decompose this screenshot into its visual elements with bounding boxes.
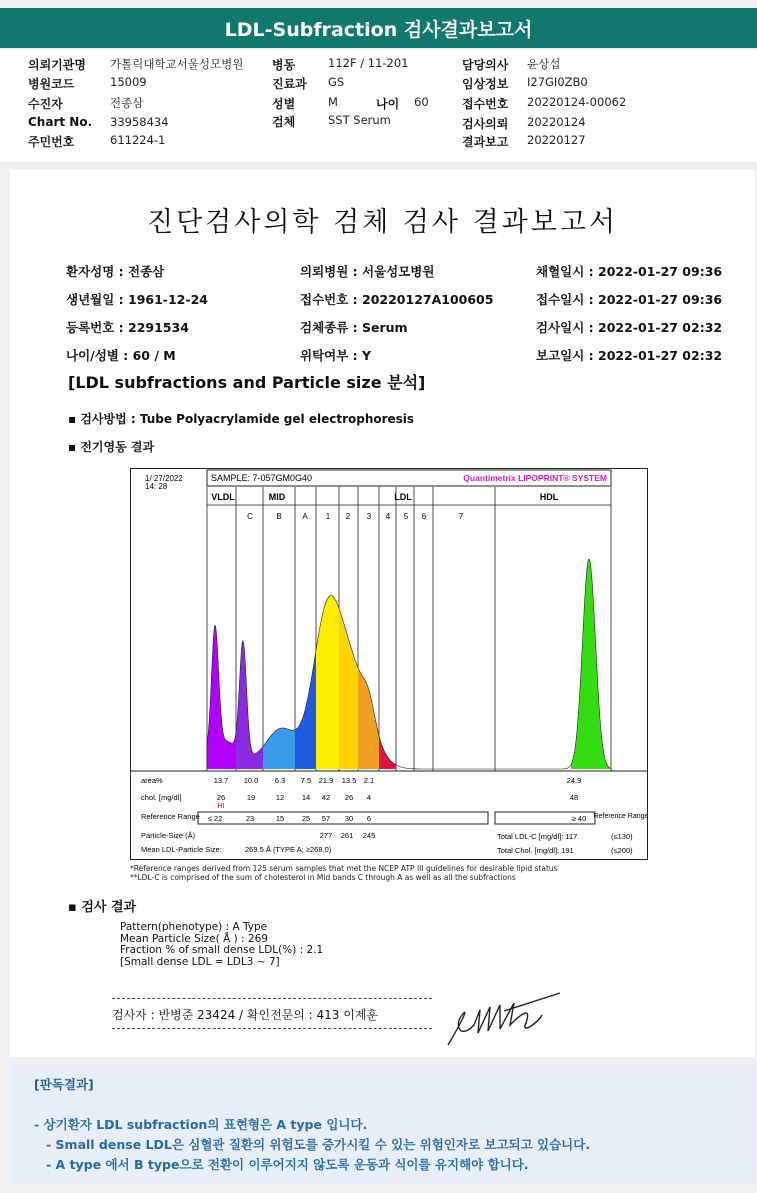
interpretation-line: - 상기환자 LDL subfraction의 표현형은 A type 입니다.: [34, 1117, 368, 1132]
lipoprint-svg: [131, 469, 647, 859]
info-label: 나이: [376, 97, 400, 111]
info-value: 112F / 11-201: [328, 56, 409, 70]
fraction-area: [358, 668, 379, 769]
electro-text: 전기영동 결과: [80, 440, 155, 454]
interpretation-line: - Small dense LDL은 심혈관 질환의 위험도를 증가시킬 수 있는 위험인자로 보고되고 있습니다.: [46, 1137, 591, 1152]
row-label-area: area%: [141, 776, 163, 785]
ref-value: 15: [275, 814, 285, 823]
signature-line: 검사자 : 반병준 23424 / 확인전문의 : 413 이제훈: [112, 1008, 379, 1022]
info-label: 성별: [272, 97, 296, 111]
interpretation-title: [판독결과]: [34, 1077, 94, 1092]
patient-field: 접수일시 : 2022-01-27 09:36: [536, 292, 723, 307]
info-label: 수진자: [28, 97, 63, 111]
info-label: 담당의사: [462, 58, 509, 72]
fraction-area: [379, 736, 396, 769]
band-label: 6: [421, 512, 427, 521]
ref-value: 6: [366, 814, 372, 823]
request-info-panel: [0, 50, 757, 162]
band-label: 5: [403, 512, 409, 521]
document-title: 진단검사의학 검체 검사 결과보고서: [147, 207, 618, 238]
info-value: 윤상섭: [527, 57, 561, 71]
info-label: Chart No.: [28, 115, 93, 129]
group-ldl: LDL: [394, 492, 412, 502]
total-chol-ref: (≤200): [611, 846, 633, 855]
group-hdl: HDL: [539, 492, 559, 502]
area-value: 13.7: [213, 776, 229, 785]
result-block: [120, 922, 323, 968]
info-label: 검체: [272, 115, 296, 129]
ref-value: 23: [245, 814, 255, 823]
area-value: 10.0: [243, 776, 259, 785]
patient-field: 등록번호 : 2291534: [66, 320, 189, 335]
fraction-area: [236, 641, 263, 769]
info-label: 임상정보: [462, 77, 509, 91]
chol-value: 4: [366, 793, 372, 802]
patient-field: 보고일시 : 2022-01-27 02:32: [536, 348, 723, 363]
fraction-area: [207, 625, 236, 769]
table-values: [208, 776, 587, 840]
report-header-title: LDL-Subfraction 검사결과보고서: [0, 8, 757, 48]
method-line: ▪ 검사방법 : Tube Polyacrylamide gel electrophoresis: [68, 412, 415, 426]
fraction-area: [571, 559, 611, 769]
row-label-size: Particle-Size (Å): [141, 831, 196, 840]
chol-value: 42: [321, 793, 331, 802]
interpretation-panel: [10, 1065, 755, 1183]
ref-value: ≤ 22: [207, 814, 223, 823]
result-title: 검사 결과: [81, 900, 137, 915]
ref-value: 30: [344, 814, 354, 823]
info-value: GS: [328, 75, 345, 89]
info-value: SST Serum: [328, 113, 391, 127]
info-value: 611224-1: [110, 133, 166, 147]
info-value: 20220124: [527, 115, 586, 129]
signature-rule: [112, 1028, 432, 1029]
system-label: Quantimetrix LIPOPRINT® SYSTEM: [463, 473, 607, 483]
patient-field: 채혈일시 : 2022-01-27 09:36: [536, 264, 723, 279]
band-label: 4: [385, 512, 391, 521]
fraction-area: [316, 596, 339, 770]
info-label: 검사의뢰: [462, 117, 509, 131]
info-label: 접수번호: [462, 97, 509, 111]
band-label: 2: [345, 512, 351, 521]
group-mid: MID: [268, 492, 286, 502]
info-label: 주민번호: [28, 135, 75, 149]
result-line: ▪ 검사 결과: [68, 900, 137, 915]
area-value: 24.9: [566, 776, 582, 785]
ref-value: 25: [301, 814, 311, 823]
result-line: Fraction % of small dense LDL(%) : 2.1: [120, 944, 324, 956]
result-line: [Small dense LDL = LDL3 ~ 7]: [120, 955, 280, 968]
total-ldlc: Total LDL-C [mg/dl]: 117: [497, 832, 578, 841]
info-label: 결과보고: [462, 135, 509, 149]
area-value: 7.5: [300, 776, 312, 785]
band-label: A: [302, 512, 308, 521]
patient-field: 접수번호 : 20220127A100605: [300, 292, 494, 307]
chol-value: 48: [569, 793, 579, 802]
mean-size-value: 269.5 Å (TYPE A; ≥268.0): [245, 845, 332, 854]
sample-label: SAMPLE: 7-057GM0G40: [211, 473, 313, 483]
lipoprint-chart: [130, 468, 648, 860]
chart-time: 14: 28: [145, 482, 168, 491]
group-vldl: VLDL: [211, 492, 235, 502]
band-label: 7: [458, 512, 464, 521]
chol-flag: HI: [217, 803, 225, 810]
info-label: 진료과: [272, 77, 307, 91]
area-value: 21.9: [318, 776, 334, 785]
area-value: 6.3: [274, 776, 286, 785]
info-label: 병원코드: [28, 77, 75, 91]
patient-field: 의뢰병원 : 서울성모병원: [300, 264, 435, 279]
band-dividers: [207, 487, 611, 771]
ref-label-right: Reference Range: [593, 813, 647, 820]
particle-size-value: 245: [362, 831, 376, 840]
info-label: 병동: [272, 58, 296, 72]
result-line: Mean Particle Size( Å ) : 269: [120, 932, 268, 945]
patient-field: 위탁여부 : Y: [300, 348, 372, 363]
total-ldlc-ref: (≤130): [611, 832, 633, 841]
chart-date: 1/ 27/2022: [145, 474, 183, 483]
info-value: I27GI0ZB0: [527, 75, 588, 89]
footnote: **LDL-C is comprised of the sum of cholesterol in Mid bands C through A as well as all the subfractions: [130, 873, 516, 882]
info-value: 20220124-00062: [527, 95, 627, 109]
info-value: 전종삼: [110, 96, 144, 110]
fraction-area: [263, 728, 295, 769]
chol-value: 14: [301, 793, 311, 802]
band-label: B: [276, 512, 282, 521]
handwritten-signature: [440, 985, 570, 1055]
info-value: 가톨릭대학교서울성모병원: [110, 57, 244, 71]
chol-value: 26: [344, 793, 354, 802]
total-chol: Total Chol. [mg/dl]: 191: [497, 846, 574, 855]
electrophoresis-curves: [207, 559, 611, 769]
info-value: 33958434: [110, 115, 169, 129]
report-sheet: [10, 170, 755, 1057]
patient-field: 검사일시 : 2022-01-27 02:32: [536, 320, 723, 335]
band-label: C: [247, 512, 253, 521]
fraction-area: [339, 608, 358, 769]
area-value: 13.5: [341, 776, 357, 785]
patient-field: 생년월일 : 1961-12-24: [66, 292, 208, 307]
info-value: 20220127: [527, 133, 586, 147]
interpretation-line: - A type 에서 B type으로 전환이 이루어지지 않도록 운동과 식이를 유지해야 합니다.: [46, 1157, 529, 1172]
particle-size-value: 277: [319, 831, 333, 840]
footnote: *Reference ranges derived from 125 serum samples that met the NCEP ATP III guidelines for desirable lipid status: [130, 864, 558, 873]
info-value: 15009: [110, 75, 147, 89]
chol-value: 19: [246, 793, 256, 802]
electro-line: ▪ 전기영동 결과: [68, 440, 155, 454]
info-value: 60: [414, 95, 429, 109]
patient-field: 환자성명 : 전종삼: [66, 264, 165, 279]
profile-outline: [207, 559, 611, 769]
info-label: 의뢰기관명: [28, 58, 86, 72]
chol-value: 26: [216, 793, 226, 802]
row-label-ref: Reference Range: [141, 812, 200, 821]
signature-rule: [112, 998, 432, 999]
info-value: M: [328, 95, 338, 109]
row-label-chol: chol. [mg/dl]: [141, 793, 182, 802]
row-label-mean: Mean LDL-Particle Size:: [141, 845, 222, 854]
patient-field: 나이/성별 : 60 / M: [66, 348, 176, 363]
ref-box-left: [198, 812, 488, 824]
area-value: 2.1: [363, 776, 375, 785]
patient-field: 검체종류 : Serum: [300, 320, 408, 335]
ref-value: 57: [321, 814, 331, 823]
band-label: 3: [366, 512, 372, 521]
chol-value: 12: [275, 793, 285, 802]
method-text: 검사방법 : Tube Polyacrylamide gel electrophoresis: [80, 412, 415, 426]
band-label: 1: [325, 512, 331, 521]
ref-value: ≥ 40: [571, 814, 587, 823]
section-title: [LDL subfractions and Particle size 분석]: [68, 373, 426, 392]
result-line: Pattern(phenotype) : A Type: [120, 921, 268, 933]
particle-size-value: 261: [340, 831, 354, 840]
